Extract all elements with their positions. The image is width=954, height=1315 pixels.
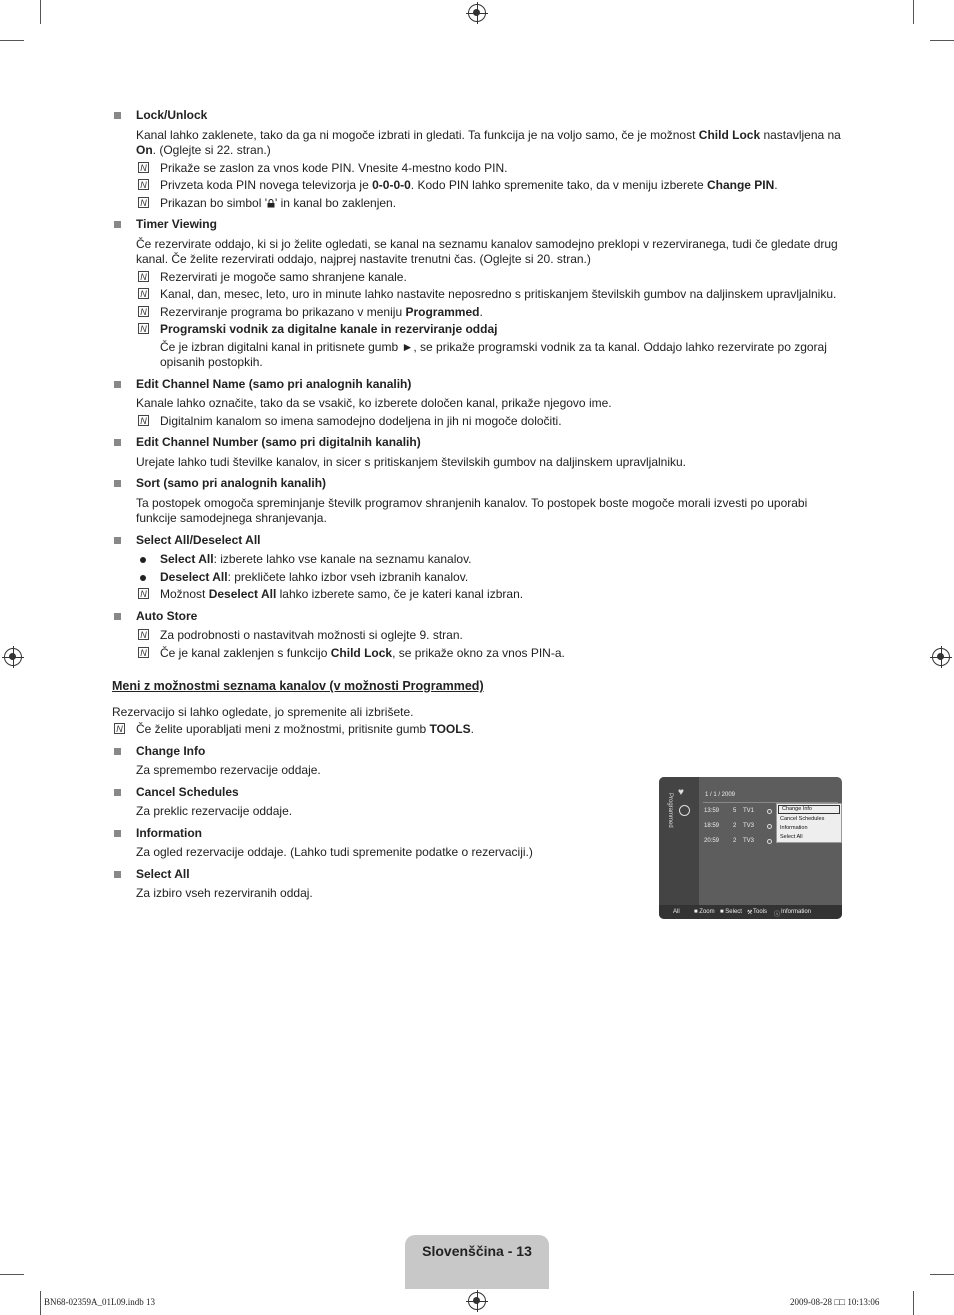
option-select-all — [112, 867, 632, 902]
tv-menu-item[interactable]: Change Info — [778, 805, 840, 814]
square-bullet-icon — [114, 381, 121, 388]
crop-mark — [40, 0, 41, 24]
note-item: N Možnost Deselect All lahko izberete samo, če je kateri kanal izbran. — [136, 587, 842, 603]
note-item: N Privzeta koda PIN novega televizorja je 0-0-0-0. Kodo PIN lahko spremenite tako, da v meniju izberete Change PIN. — [136, 178, 842, 194]
section-sort — [112, 476, 842, 527]
subsection-text: Če je izbran digitalni kanal in pritisnete gumb ►, se prikaže programski vodnik za ta kanal. Oddajo lahko rezervirate po zgoraj opisanih postopkih. — [160, 339, 827, 369]
page-number: Slovenščina - 13 — [422, 1243, 532, 1259]
note-icon: N — [138, 629, 149, 640]
bullet-item: Select All: izberete lahko vse kanale na seznamu kanalov. — [136, 552, 842, 568]
note-item: N Če je kanal zaklenjen s funkcijo Child Lock, se prikaže okno za vnos PIN-a. — [136, 646, 842, 662]
note-item: N Prikazan bo simbol ' ' in kanal bo zaklenjen. — [136, 196, 842, 212]
note-icon: N — [138, 588, 149, 599]
bullet-dot-icon — [140, 575, 146, 581]
section-edit-channel-name — [112, 377, 842, 430]
options-block — [112, 705, 632, 902]
option-change-info — [112, 744, 632, 779]
note-icon: N — [138, 647, 149, 658]
registration-mark-icon — [4, 648, 22, 666]
section-text: Ta postopek omogoča spreminjanje številk programov shranjenih kanalov. To postopek boste mogoče morali izvesti po uporabi funkcije samodejnega shranjevanja. — [136, 495, 808, 525]
crop-mark — [913, 1291, 914, 1315]
tv-side-label: Programmed — [667, 793, 673, 828]
section-lock-unlock — [112, 108, 842, 211]
square-bullet-icon — [114, 112, 121, 119]
note-item: N Rezerviranje programa bo prikazano v meniju Programmed. — [136, 305, 842, 321]
option-title: Change Info — [136, 743, 206, 758]
tv-date: 1 / 1 / 2009 — [705, 792, 736, 798]
crop-mark — [40, 1291, 41, 1315]
note-icon: N — [138, 271, 149, 282]
option-text: Za izbiro vseh rezerviranih oddaj. — [136, 886, 313, 900]
option-text: Za spremembo rezervacije oddaje. — [136, 763, 321, 777]
section-title: Auto Store — [136, 608, 198, 623]
option-text: Za ogled rezervacije oddaje. (Lahko tudi spremenite podatke o rezervaciji.) — [136, 845, 533, 859]
note-item: N Digitalnim kanalom so imena samodejno dodeljena in jih ni mogoče določiti. — [136, 414, 842, 430]
option-text: Za preklic rezervacije oddaje. — [136, 804, 293, 818]
tv-row: 20:59 2 TV3 — [704, 838, 776, 848]
tv-menu-item[interactable]: Select All — [780, 834, 803, 840]
tv-menu-item[interactable]: Information — [780, 825, 808, 831]
section-text: Kanale lahko označite, tako da se vsakič, ko izberete določen kanal, prikaže njegovo ime. — [136, 396, 612, 410]
crop-mark — [913, 0, 914, 24]
square-bullet-icon — [114, 748, 121, 755]
square-bullet-icon — [114, 871, 121, 878]
heart-icon: ♥ — [678, 787, 684, 798]
lock-icon — [267, 199, 275, 208]
section-title: Select All/Deselect All — [136, 532, 261, 547]
section-title: Timer Viewing — [136, 217, 217, 231]
square-bullet-icon — [114, 613, 121, 620]
bullet-item: Deselect All: prekličete lahko izbor vseh izbranih kanalov. — [136, 570, 842, 586]
note-icon: N — [138, 288, 149, 299]
section-title: Lock/Unlock — [136, 108, 208, 122]
note-item: N Programski vodnik za digitalne kanale in rezerviranje oddaj — [136, 322, 842, 338]
registration-mark-icon — [468, 1292, 486, 1310]
crop-mark — [0, 1274, 24, 1275]
option-title: Information — [136, 825, 202, 840]
option-information — [112, 826, 632, 861]
note-icon: N — [138, 415, 149, 426]
section-auto-store — [112, 609, 842, 662]
crop-mark — [0, 40, 24, 41]
crop-mark — [930, 1274, 954, 1275]
square-bullet-icon — [114, 439, 121, 446]
timer-icon — [767, 809, 772, 814]
registration-mark-icon — [932, 648, 950, 666]
options-heading: Meni z možnostmi seznama kanalov (v možnosti Programmed) — [112, 679, 484, 693]
clock-icon — [679, 805, 690, 816]
section-title: Edit Channel Name (samo pri analognih kanalih) — [136, 376, 412, 391]
info-icon: ⓘ — [774, 912, 781, 918]
tv-menu-item[interactable]: Cancel Schedules — [780, 816, 825, 822]
tools-icon: ⚒ — [747, 910, 753, 916]
note-item: N Rezervirati je mogoče samo shranjene kanale. — [136, 270, 842, 286]
square-bullet-icon — [114, 480, 121, 487]
note-icon: N — [114, 723, 125, 734]
section-text: Kanal lahko zaklenete, tako da ga ni mogoče izbrati in gledati. Ta funkcija je na voljo samo, če je možnost Child Lock nastavljena na On. (Oglejte si 22. stran.) — [136, 127, 841, 157]
tv-tools-menu — [776, 803, 842, 843]
timer-icon — [767, 824, 772, 829]
option-title: Cancel Schedules — [136, 784, 239, 799]
square-bullet-icon — [114, 221, 121, 228]
square-bullet-icon — [114, 537, 121, 544]
tv-row: 18:59 2 TV3 — [704, 823, 776, 833]
option-title: Select All — [136, 866, 190, 881]
bullet-dot-icon — [140, 557, 146, 563]
section-title: Edit Channel Number (samo pri digitalnih kanalih) — [136, 435, 421, 449]
print-file-info: BN68-02359A_01L09.indb 13 — [44, 1297, 155, 1307]
section-timer-viewing — [112, 217, 842, 371]
tv-bottom-bar: All ■ Zoom ■ Select ⚒ Tools ⓘ Information — [659, 905, 842, 919]
note-icon: N — [138, 179, 149, 190]
timer-icon — [767, 839, 772, 844]
tv-screen-illustration — [659, 777, 842, 919]
note-item: N Če želite uporabljati meni z možnostmi, pritisnite gumb TOOLS. — [112, 722, 632, 738]
crop-mark — [930, 40, 954, 41]
note-icon: N — [138, 162, 149, 173]
section-title: Sort (samo pri analognih kanalih) — [136, 476, 327, 490]
page-number-tab — [405, 1235, 549, 1289]
note-icon: N — [138, 197, 149, 208]
note-item: N Prikaže se zaslon za vnos kode PIN. Vnesite 4-mestno kodo PIN. — [136, 161, 842, 177]
option-cancel-schedules — [112, 785, 632, 820]
section-text: Urejate lahko tudi številke kanalov, in sicer s pritiskanjem številskih gumbov na daljinskem upravljalniku. — [136, 454, 687, 469]
tv-row: 13:59 5 TV1 — [704, 808, 776, 818]
square-bullet-icon — [114, 830, 121, 837]
note-item: N Za podrobnosti o nastavitvah možnosti si oglejte 9. stran. — [136, 628, 842, 644]
options-intro: Rezervacijo si lahko ogledate, jo spremenite ali izbrišete. — [112, 704, 414, 719]
note-icon: N — [138, 306, 149, 317]
registration-mark-icon — [468, 4, 486, 22]
note-icon: N — [138, 323, 149, 334]
square-bullet-icon — [114, 789, 121, 796]
section-select-all — [112, 533, 842, 603]
print-timestamp: 2009-08-28 □□ 10:13:06 — [790, 1297, 880, 1307]
section-text: Če rezervirate oddajo, ki si jo želite ogledati, se kanal na seznamu kanalov samodejno preklopi v rezerviranega, tudi če gledate drug kanal. Če želite rezervirati oddajo, najprej nastavite trenutni čas. (Oglejte si 20. stran.) — [136, 236, 838, 266]
section-edit-channel-number — [112, 435, 842, 470]
note-item: N Kanal, dan, mesec, leto, uro in minute lahko nastavite neposredno s pritiskanjem številskih gumbov na daljinskem upravljalniku. — [136, 287, 842, 303]
